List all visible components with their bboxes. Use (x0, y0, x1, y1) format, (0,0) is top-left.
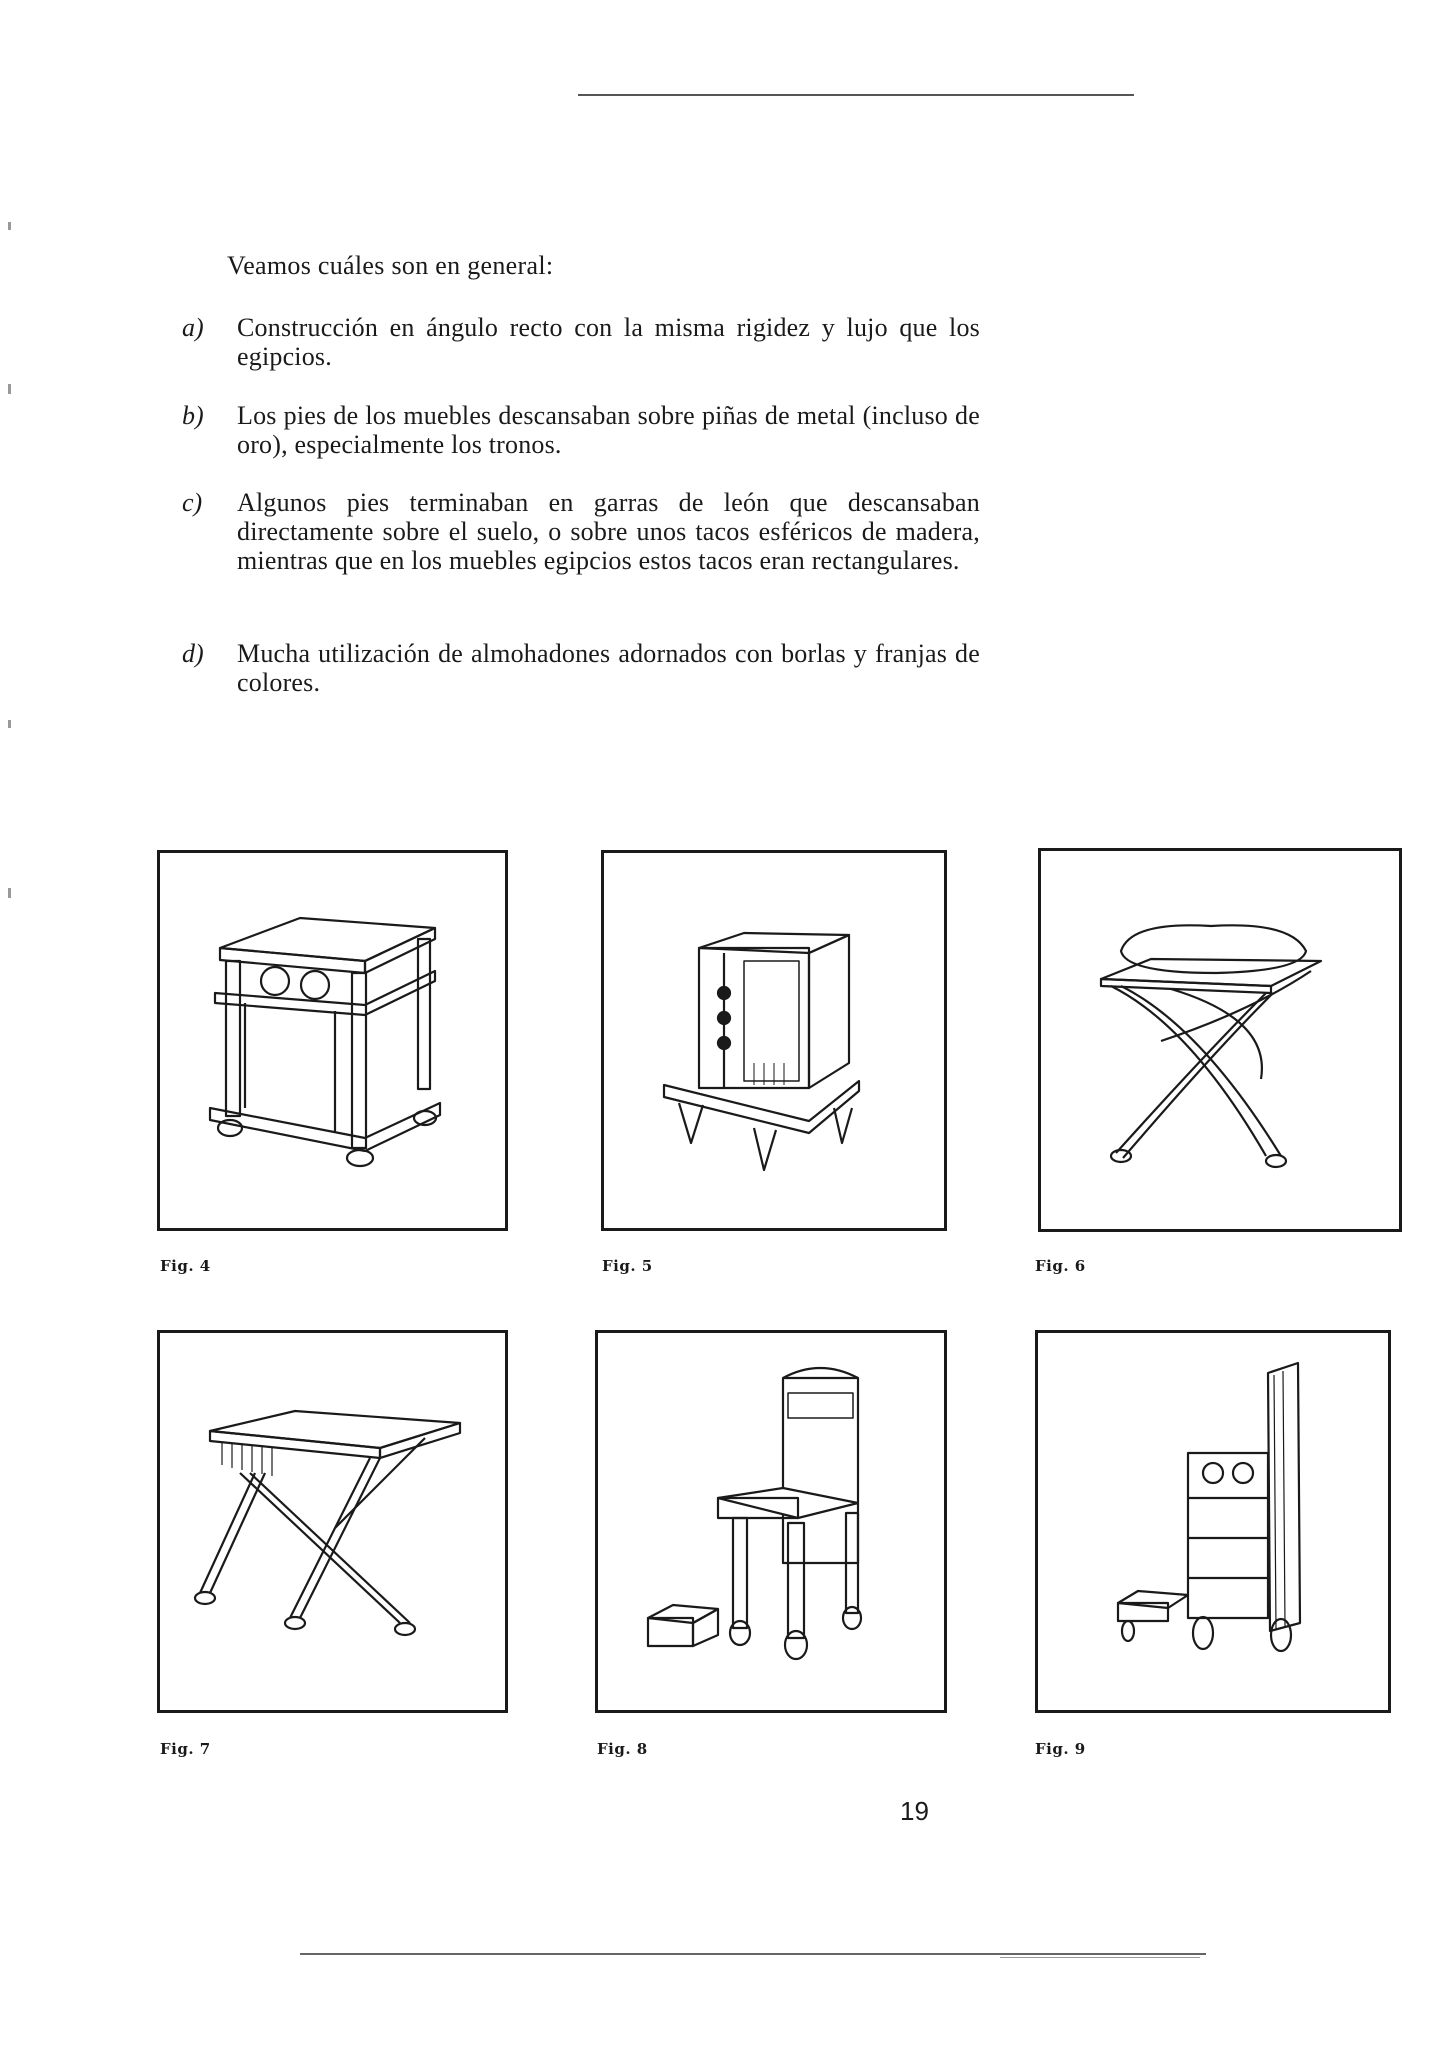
chair-with-footstool-icon (598, 1333, 944, 1710)
figure-caption: Fig. 8 (597, 1740, 648, 1758)
bottom-rule (300, 1953, 1206, 1955)
list-item-text: Construcción en ángulo recto con la misma rigidez y lujo que los egipcios. (237, 313, 980, 371)
figure-9 (1035, 1330, 1391, 1713)
throne-icon (1038, 1333, 1388, 1710)
list-marker: b) (182, 401, 204, 430)
figure-7 (157, 1330, 508, 1713)
list-item (170, 401, 980, 459)
list-item (170, 313, 980, 371)
figure-caption: Fig. 7 (160, 1740, 211, 1758)
figure-6 (1038, 848, 1402, 1232)
scan-mark (8, 384, 11, 394)
page-number: 19 (900, 1796, 929, 1826)
cushioned-folding-stool-icon (1041, 851, 1399, 1229)
figure-caption: Fig. 5 (602, 1257, 653, 1275)
figure-caption: Fig. 4 (160, 1257, 211, 1275)
list-item-text: Algunos pies terminaban en garras de león que descansaban directamente sobre el suelo, o sobre unos tacos esféricos de madera, mientras que en los muebles egipcios estos tacos eran rectangulares. (237, 488, 980, 575)
folding-stool-icon (160, 1333, 505, 1710)
figure-5 (601, 850, 947, 1231)
figure-caption: Fig. 9 (1035, 1740, 1086, 1758)
list-item (170, 488, 980, 575)
intro-paragraph: Veamos cuáles son en general: (227, 251, 554, 280)
list-marker: a) (182, 313, 204, 342)
figure-4 (157, 850, 508, 1231)
scan-mark (8, 888, 11, 898)
list-marker: d) (182, 639, 204, 668)
cabinet-stool-icon (604, 853, 944, 1228)
list-item-text: Mucha utilización de almohadones adornados con borlas y franjas de colores. (237, 639, 980, 697)
list-item-text: Los pies de los muebles descansaban sobre piñas de metal (incluso de oro), especialmente los tronos. (237, 401, 980, 459)
scan-mark (8, 222, 11, 230)
scan-mark (8, 720, 11, 728)
list-item (170, 639, 980, 697)
bottom-rule-faint (1000, 1957, 1200, 1958)
figure-8 (595, 1330, 947, 1713)
top-rule (578, 94, 1134, 96)
table-icon (160, 853, 505, 1228)
list-marker: c) (182, 488, 203, 517)
figure-caption: Fig. 6 (1035, 1257, 1086, 1275)
